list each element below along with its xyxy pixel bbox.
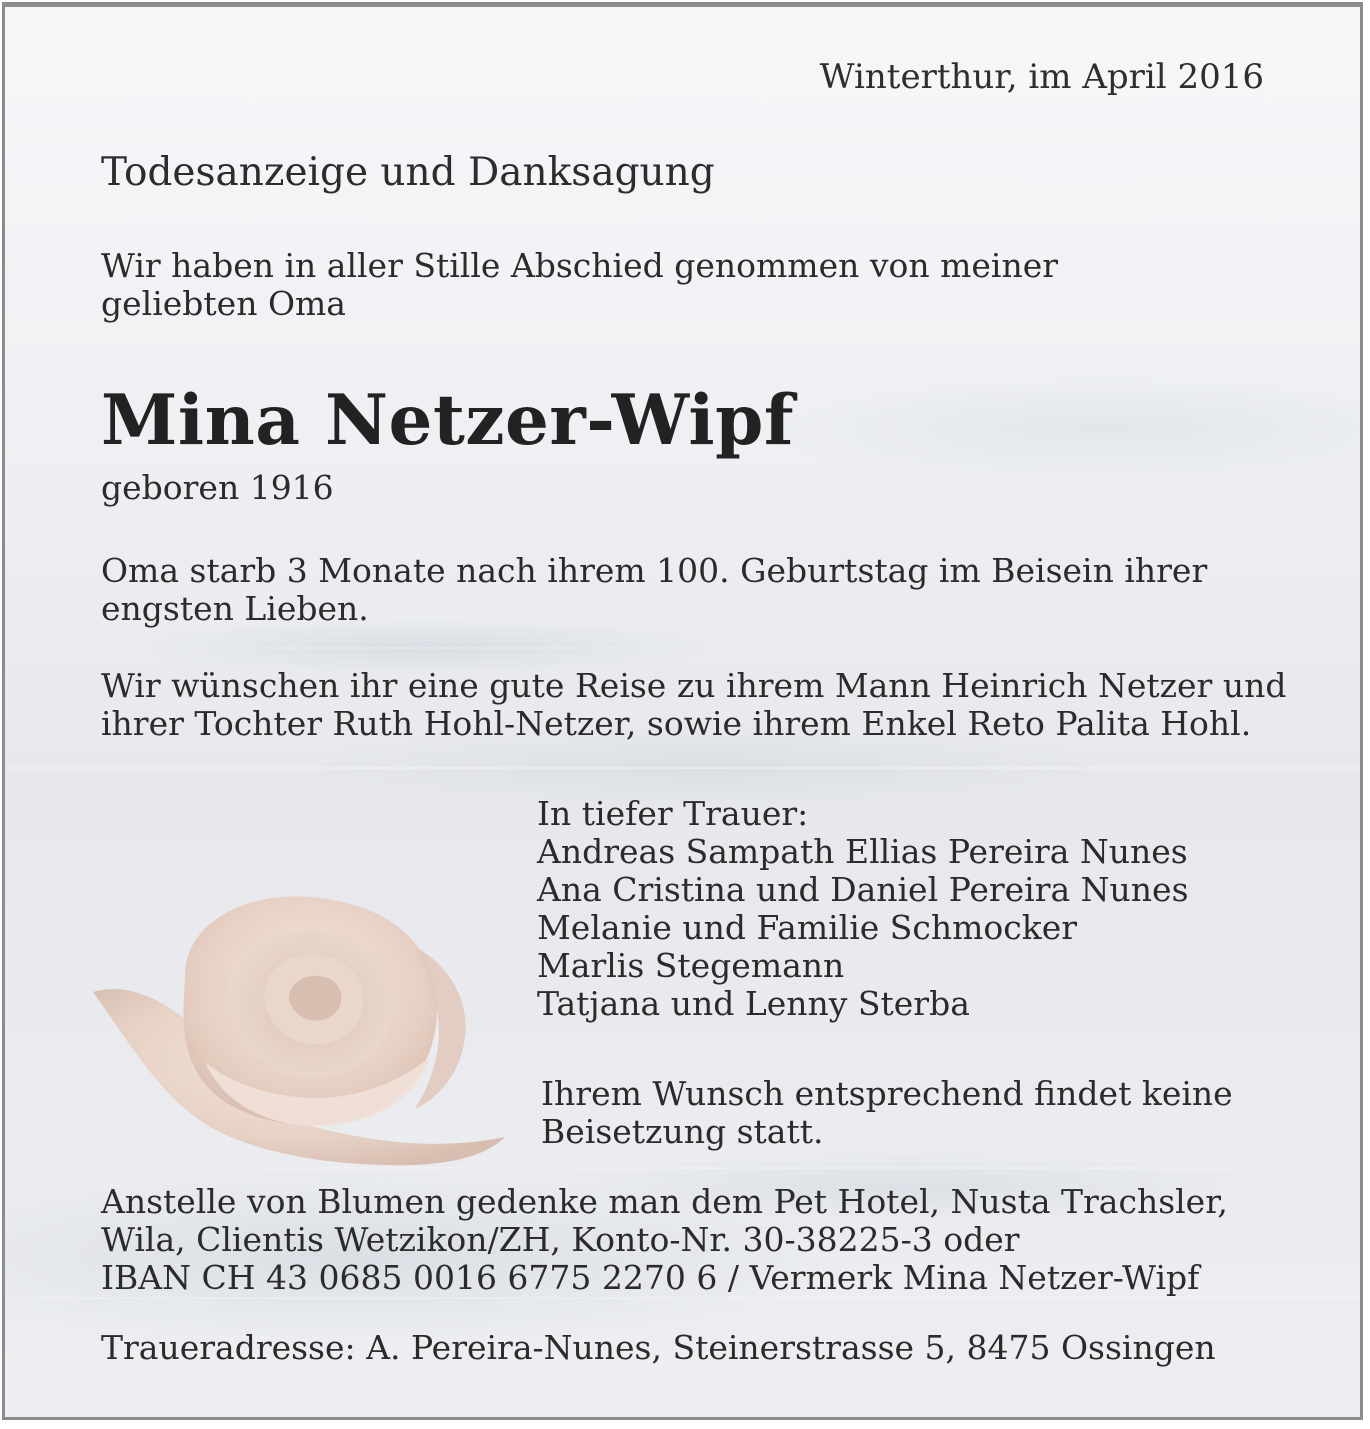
background-wave <box>5 1167 1360 1169</box>
donation-line: Anstelle von Blumen gedenke man dem Pet Hotel, Nusta Trachsler, <box>101 1182 1228 1221</box>
intro-line: Wir haben in aller Stille Abschied genommen von meiner <box>101 246 1059 285</box>
wish-line: Wir wünschen ihr eine gute Reise zu ihrem Mann Heinrich Netzer und <box>101 666 1287 705</box>
donation-line: Wila, Clientis Wetzikon/ZH, Konto-Nr. 30-38225-3 oder <box>101 1220 1020 1259</box>
background-wave <box>5 767 1360 769</box>
birth-year: geboren 1916 <box>101 468 334 507</box>
deceased-name: Mina Netzer-Wipf <box>101 380 795 461</box>
death-line: Oma starb 3 Monate nach ihrem 100. Geburtstag im Beisein ihrer <box>101 551 1208 590</box>
death-paragraph <box>101 552 1207 628</box>
place-date: Winterthur, im April 2016 <box>819 57 1264 97</box>
mourner-name: Andreas Sampath Ellias Pereira Nunes <box>537 832 1188 871</box>
background-wave <box>5 647 1360 649</box>
rose-icon <box>85 887 515 1167</box>
wish-line: ihrer Tochter Ruth Hohl-Netzer, sowie ihrem Enkel Reto Palita Hohl. <box>101 704 1252 743</box>
burial-note-line: Beisetzung statt. <box>541 1112 824 1151</box>
intro-paragraph <box>101 247 1058 323</box>
mourner-name: Marlis Stegemann <box>537 946 845 985</box>
obituary-card <box>2 2 1363 1420</box>
wish-paragraph <box>101 667 1286 743</box>
background-wave <box>5 527 1360 529</box>
mourner-name: Ana Cristina und Daniel Pereira Nunes <box>537 870 1189 909</box>
mourning-address: Traueradresse: A. Pereira-Nunes, Steinerstrasse 5, 8475 Ossingen <box>101 1328 1216 1367</box>
intro-line: geliebten Oma <box>101 284 346 323</box>
announcement-title: Todesanzeige und Danksagung <box>101 150 715 195</box>
burial-note <box>541 1075 1233 1151</box>
death-line: engsten Lieben. <box>101 589 369 628</box>
burial-note-line: Ihrem Wunsch entsprechend findet keine <box>541 1074 1233 1113</box>
mourner-name: Melanie und Familie Schmocker <box>537 908 1078 947</box>
mourning-intro: In tiefer Trauer: <box>537 794 809 833</box>
donation-line: IBAN CH 43 0685 0016 6775 2270 6 / Vermerk Mina Netzer-Wipf <box>101 1258 1200 1297</box>
mourners-list <box>537 795 1189 1023</box>
background-wave <box>5 1297 1360 1299</box>
mourner-name: Tatjana und Lenny Sterba <box>537 984 970 1023</box>
donation-paragraph <box>101 1183 1228 1297</box>
